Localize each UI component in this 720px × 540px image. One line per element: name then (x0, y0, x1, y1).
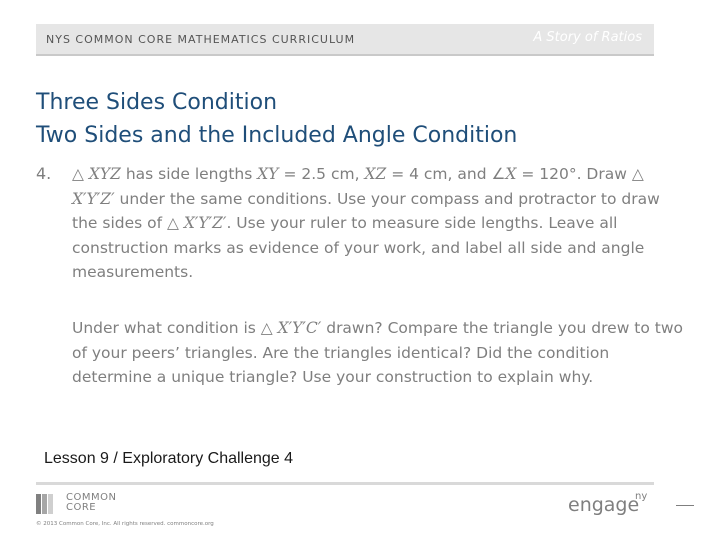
math-expression: X (505, 165, 517, 183)
engageny-logo: engage (568, 494, 640, 516)
lesson-caption: Lesson 9 / Exploratory Challenge 4 (44, 450, 294, 467)
question-text: drawn? Compare the triangle you drew to two of your peers’ triangles. Are the triangles identical? Did the condition determine a unique triangle? Use your construction to explain why. (72, 319, 684, 386)
slide-title-1: Three Sides Condition (36, 90, 278, 115)
question-paragraph-2 (72, 316, 687, 390)
question-text: = 4 cm, and ∠ (386, 165, 506, 183)
question-text: under the same conditions. Use your compass and protractor to draw the sides of △ (72, 189, 660, 232)
question-text: = 120°. Draw △ (516, 165, 644, 183)
question-text: . Use your ruler to measure side lengths. Leave all construction marks as evidence of your work, and label all side and angle measurements. (72, 214, 645, 281)
question-text: has side lengths (120, 165, 258, 183)
question-number: 4. (36, 164, 52, 183)
copyright-notice: © 2013 Common Core, Inc. All rights reserved. commoncore.org (36, 521, 214, 527)
slide-number-marker (676, 505, 694, 506)
slide-title-2: Two Sides and the Included Angle Condition (36, 123, 518, 148)
question-text: Under what condition is △ (72, 319, 278, 337)
math-expression: XYZ (88, 165, 121, 183)
question-text: = 2.5 cm, (278, 165, 365, 183)
common-core-logo-text (66, 493, 116, 513)
question-paragraph-1 (72, 162, 687, 285)
math-expression: XY (257, 165, 279, 183)
math-expression: X′Y′Z′ (183, 214, 227, 232)
curriculum-name: NYS COMMON CORE MATHEMATICS CURRICULUM (46, 33, 356, 46)
engageny-logo-sup: ny (635, 491, 648, 502)
logo-line-1: COMMON (66, 492, 117, 503)
math-expression: XZ (364, 165, 387, 183)
math-expression: X′Y′C′ (277, 319, 322, 337)
common-core-logo-icon (36, 494, 64, 514)
footer-divider (36, 482, 654, 485)
question-text: △ (72, 165, 89, 183)
math-expression: X′Y′Z′ (72, 189, 115, 208)
logo-line-2: CORE (66, 502, 97, 513)
series-name: A Story of Ratios (533, 30, 642, 45)
curriculum-header (36, 24, 654, 56)
